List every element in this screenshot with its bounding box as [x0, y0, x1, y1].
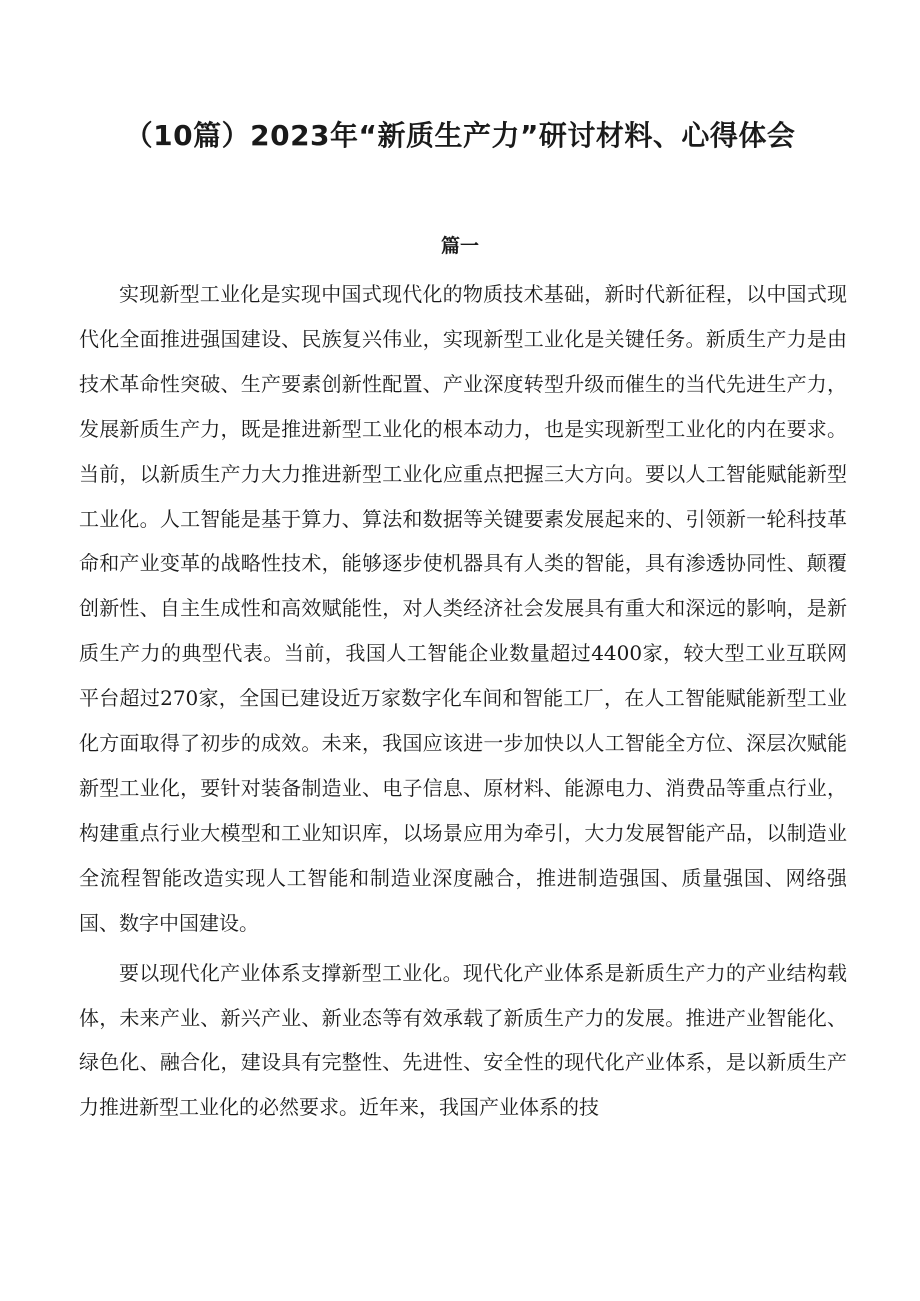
document-title: （10篇）2023年“新质生产力”研讨材料、心得体会: [124, 119, 796, 152]
section-heading: 篇一: [440, 235, 479, 257]
document-body: [79, 272, 847, 1130]
body-paragraph: 要以现代化产业体系支撑新型工业化。现代化产业体系是新质生产力的产业结构载体，未来产业、新兴产业、新业态等有效承载了新质生产力的发展。推进产业智能化、绿色化、融合化，建设具有完整性、先进性、安全性的现代化产业体系，是以新质生产力推进新型工业化的必然要求。近年来，我国产业体系的技: [79, 960, 847, 1120]
body-paragraph: 实现新型工业化是实现中国式现代化的物质技术基础，新时代新征程，以中国式现代化全面推进强国建设、民族复兴伟业，实现新型工业化是关键任务。新质生产力是由技术革命性突破、生产要素创新性配置、产业深度转型升级而催生的当代先进生产力，发展新质生产力，既是推进新型工业化的根本动力，也是实现新型工业化的内在要求。当前，以新质生产力大力推进新型工业化应重点把握三大方向。要以人工智能赋能新型工业化。人工智能是基于算力、算法和数据等关键要素发展起来的、引领新一轮科技革命和产业变革的战略性技术，能够逐步使机器具有人类的智能，具有渗透协同性、颠覆创新性、自主生成性和高效赋能性，对人类经济社会发展具有重大和深远的影响，是新质生产力的典型代表。当前，我国人工智能企业数量超过4400家，较大型工业互联网平台超过270家，全国已建设近万家数字化车间和智能工厂，在人工智能赋能新型工业化方面取得了初步的成效。未来，我国应该进一步加快以人工智能全方位、深层次赋能新型工业化，要针对装备制造业、电子信息、原材料、能源电力、消费品等重点行业，构建重点行业大模型和工业知识库，以场景应用为牵引，大力发展智能产品，以制造业全流程智能改造实现人工智能和制造业深度融合，推进制造强国、质量强国、网络强国、数字中国建设。: [79, 282, 847, 935]
